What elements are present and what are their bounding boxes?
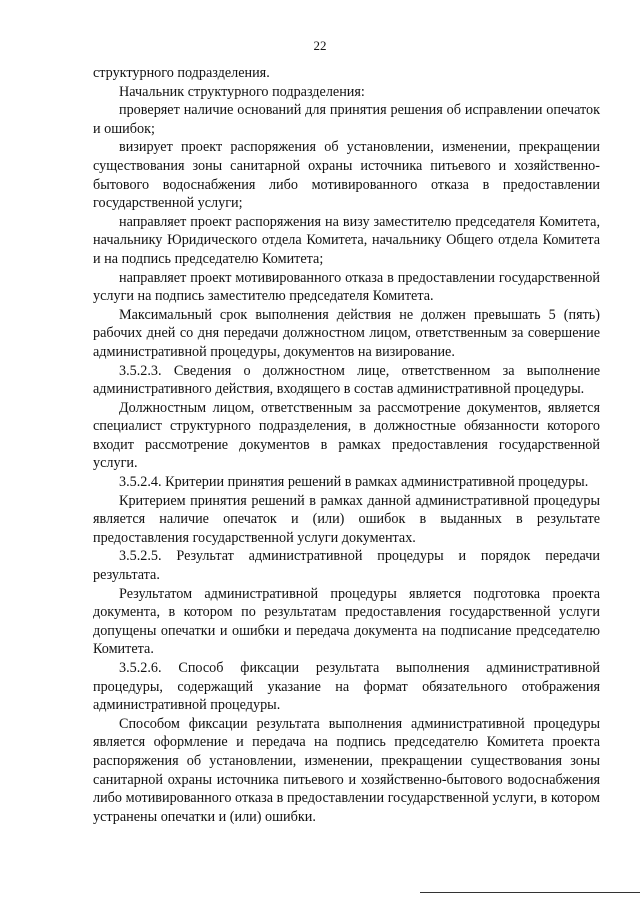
paragraph-5: направляет проект распоряжения на визу заместителю председателя Комитета, начальнику Юридического отдела Комитета, начальнику Общего отдела Комитета и на подпись председателю Комитета;	[93, 213, 600, 267]
paragraph-1: структурного подразделения.	[93, 65, 270, 81]
scan-edge-line	[420, 892, 640, 895]
paragraph-14: 3.5.2.6. Способ фиксации результата выполнения административной процедуры, содержащий указание на формат обязательного отображения административной процедуры.	[93, 660, 600, 714]
paragraph-4: визирует проект распоряжения об установлении, изменении, прекращении существования зоны санитарной охраны источника питьевого и хозяйственно-бытового водоснабжения либо мотивированного отказа в предоставлении государственной услуги;	[93, 139, 600, 212]
paragraph-7: Максимальный срок выполнения действия не должен превышать 5 (пять) рабочих дней со дня передачи должностном лицом, ответственным за совершение административной процедуры, документов на визирование.	[93, 306, 600, 360]
paragraph-11: Критерием принятия решений в рамках данной административной процедуры является наличие опечаток и (или) ошибок в выданных в результате предоставления государственной услуги документах.	[93, 492, 600, 546]
paragraph-8: 3.5.2.3. Сведения о должностном лице, ответственном за выполнение административного действия, входящего в состав административной процедуры.	[93, 362, 600, 398]
paragraph-3: проверяет наличие оснований для принятия решения об исправлении опечаток и ошибок;	[93, 102, 600, 137]
paragraph-2: Начальник структурного подразделения:	[119, 83, 365, 100]
paragraph-6: направляет проект мотивированного отказа в предоставлении государственной услуги на подпись заместителю председателя Комитета.	[93, 269, 600, 305]
page-number: 22	[313, 38, 327, 53]
paragraph-12: 3.5.2.5. Результат административной процедуры и порядок передачи результата.	[93, 548, 600, 584]
document-body	[93, 64, 600, 826]
paragraph-13: Результатом административной процедуры является подготовка проекта документа, в котором по результатам предоставления государственной услуги допущены опечатки и ошибки и передача документа на подписание председателю Комитета.	[93, 585, 600, 658]
paragraph-9: Должностным лицом, ответственным за рассмотрение документов, является специалист структурного подразделения, в должностные обязанности которого входит рассмотрение документов в рамках предоставления государственной услуги.	[93, 399, 600, 472]
paragraph-10: 3.5.2.4. Критерии принятия решений в рамках административной процедуры.	[119, 474, 589, 491]
paragraph-15: Способом фиксации результата выполнения административной процедуры является оформление и передача на подпись председателю Комитета проекта распоряжения об установлении, изменении, прекращении существования зоны санитарной охраны источника питьевого и хозяйственно-бытового водоснабжения либо мотивированного отказа в предоставлении государственной услуги, в котором устранены опечатки и (или) ошибки.	[93, 715, 600, 825]
